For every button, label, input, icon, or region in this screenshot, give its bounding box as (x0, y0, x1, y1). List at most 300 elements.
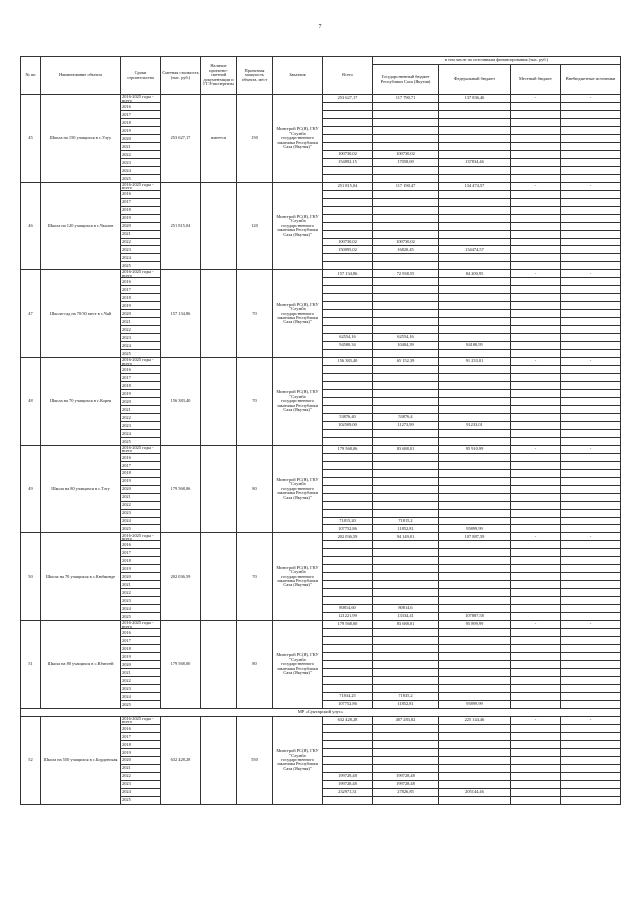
year-cell: 2016-2025 годы - всего (121, 95, 161, 103)
capacity: 80 (237, 621, 273, 709)
year-cell: 2022 (121, 238, 161, 246)
offbudget-cell (561, 198, 621, 206)
offbudget-cell (561, 166, 621, 174)
local-budget-cell (511, 605, 561, 613)
total-cell (323, 549, 373, 557)
local-budget-cell (511, 740, 561, 748)
local-budget-cell (511, 597, 561, 605)
federal-budget-cell (439, 103, 511, 111)
year-cell: 2018 (121, 382, 161, 390)
federal-budget-cell: 134474,57 (439, 246, 511, 254)
local-budget-cell (511, 549, 561, 557)
header-offbudget: Внебюджетные источники (561, 65, 621, 95)
federal-budget-cell (439, 286, 511, 294)
local-budget-cell (511, 429, 561, 437)
offbudget-cell (561, 764, 621, 772)
federal-budget-cell (439, 661, 511, 669)
offbudget-cell (561, 103, 621, 111)
federal-budget-cell (439, 485, 511, 493)
offbudget-cell (561, 477, 621, 485)
year-cell: 2024 (121, 254, 161, 262)
state-budget-cell (373, 198, 439, 206)
design-docs (201, 716, 237, 804)
federal-budget-cell (439, 565, 511, 573)
year-cell: 2016 (121, 366, 161, 374)
state-budget-cell (373, 740, 439, 748)
state-budget-cell (373, 724, 439, 732)
year-cell: 2018 (121, 469, 161, 477)
total-cell (323, 637, 373, 645)
state-budget-cell (373, 501, 439, 509)
local-budget-cell (511, 493, 561, 501)
total-cell (323, 230, 373, 238)
total-cell (323, 174, 373, 182)
table-body (21, 95, 621, 805)
total-cell (323, 190, 373, 198)
year-cell: 2016-2025 годы - всего (121, 621, 161, 629)
total-cell (323, 645, 373, 653)
header-federal: Федеральный бюджет (439, 65, 511, 95)
state-budget-cell (373, 397, 439, 405)
state-budget-cell (373, 653, 439, 661)
offbudget-cell (561, 700, 621, 708)
design-docs (201, 445, 237, 533)
total-cell: 156 383,40 (323, 358, 373, 366)
state-budget-cell: 80814,6 (373, 605, 439, 613)
total-cell: 94580,34 (323, 342, 373, 350)
year-cell: 2022 (121, 413, 161, 421)
year-cell: 2021 (121, 764, 161, 772)
year-cell: 2021 (121, 668, 161, 676)
total-cell (323, 485, 373, 493)
year-cell: 2016 (121, 629, 161, 637)
offbudget-cell (561, 676, 621, 684)
federal-budget-cell (439, 573, 511, 581)
local-budget-cell (511, 437, 561, 445)
federal-budget-cell (439, 684, 511, 692)
local-budget-cell (511, 110, 561, 118)
offbudget-cell (561, 748, 621, 756)
total-cell: 102509,00 (323, 421, 373, 429)
object-name: Школа на 70 учащихся в с.Корея (41, 358, 121, 446)
object-name: Школа на 150 учащихся в с.Улуу (41, 95, 121, 183)
total-cell: 71815,20 (323, 517, 373, 525)
offbudget-cell (561, 382, 621, 390)
capacity: 550 (237, 716, 273, 804)
federal-budget-cell (439, 692, 511, 700)
local-budget-cell (511, 684, 561, 692)
state-budget-cell: 13334,41 (373, 613, 439, 621)
total-cell: 199728,48 (323, 772, 373, 780)
year-cell: 2016-2025 годы - всего (121, 533, 161, 541)
year-cell: 2017 (121, 198, 161, 206)
local-budget-cell: - (511, 621, 561, 629)
local-budget-cell (511, 421, 561, 429)
year-cell: 2018 (121, 294, 161, 302)
local-budget-cell (511, 788, 561, 796)
offbudget-cell (561, 517, 621, 525)
offbudget-cell (561, 565, 621, 573)
offbudget-cell (561, 788, 621, 796)
local-budget-cell (511, 286, 561, 294)
state-budget-cell (373, 134, 439, 142)
total-cell: 157 134,86 (323, 270, 373, 278)
design-docs (201, 533, 237, 621)
year-cell: 2019 (121, 302, 161, 310)
federal-budget-cell (439, 764, 511, 772)
state-budget-cell: 94 149,01 (373, 533, 439, 541)
local-budget-cell (511, 613, 561, 621)
state-budget-cell (373, 477, 439, 485)
offbudget-cell (561, 493, 621, 501)
year-cell: 2020 (121, 134, 161, 142)
federal-budget-cell (439, 134, 511, 142)
local-budget-cell (511, 246, 561, 254)
total-cell (323, 222, 373, 230)
federal-budget-cell (439, 549, 511, 557)
object-name: Школа-сад на 70/30 мест в с.Чай (41, 270, 121, 358)
federal-budget-cell (439, 174, 511, 182)
total-cell: 202 036,59 (323, 533, 373, 541)
state-budget-cell: 62554,16 (373, 334, 439, 342)
local-budget-cell (511, 509, 561, 517)
header-capacity: Проектная мощность объекта, мест (237, 57, 273, 95)
federal-budget-cell (439, 724, 511, 732)
offbudget-cell (561, 254, 621, 262)
row-number: 47 (21, 270, 41, 358)
row-number: 52 (21, 716, 41, 804)
state-budget-cell (373, 126, 439, 134)
state-budget-cell: 117 790,71 (373, 95, 439, 103)
local-budget-cell: - (511, 358, 561, 366)
total-cell (323, 661, 373, 669)
local-budget-cell: - (511, 716, 561, 724)
local-budget-cell (511, 645, 561, 653)
table-row (21, 182, 621, 190)
total-cell (323, 118, 373, 126)
year-cell: 2019 (121, 477, 161, 485)
federal-budget-cell (439, 294, 511, 302)
year-cell: 2022 (121, 150, 161, 158)
offbudget-cell: - (561, 270, 621, 278)
local-budget-cell (511, 318, 561, 326)
state-budget-cell (373, 684, 439, 692)
total-cell (323, 732, 373, 740)
offbudget-cell (561, 190, 621, 198)
local-budget-cell (511, 389, 561, 397)
year-cell: 2020 (121, 573, 161, 581)
year-cell: 2024 (121, 517, 161, 525)
local-budget-cell (511, 158, 561, 166)
federal-budget-cell (439, 389, 511, 397)
total-cell (323, 206, 373, 214)
section-row (21, 708, 621, 716)
total-cell (323, 397, 373, 405)
federal-budget-cell (439, 429, 511, 437)
state-budget-cell (373, 573, 439, 581)
offbudget-cell (561, 653, 621, 661)
federal-budget-cell (439, 366, 511, 374)
state-budget-cell: 407 283,82 (373, 716, 439, 724)
year-cell: 2016 (121, 103, 161, 111)
year-cell: 2019 (121, 126, 161, 134)
year-cell: 2022 (121, 501, 161, 509)
object-name: Школа на 80 учащихся в с.Тэгу (41, 445, 121, 533)
total-cell (323, 557, 373, 565)
local-budget-cell (511, 310, 561, 318)
year-cell: 2016-2025 годы - всего (121, 716, 161, 724)
section-title: МР «Сунтарский улус» (21, 708, 621, 716)
total-cell (323, 166, 373, 174)
federal-budget-cell: 137834,46 (439, 158, 511, 166)
state-budget-cell (373, 103, 439, 111)
offbudget-cell (561, 589, 621, 597)
customer-cell: Минстрой РС(Я), ГКУ "Служба государственного заказчика Республики Саха (Якутия)" (273, 358, 323, 446)
capacity: 70 (237, 533, 273, 621)
offbudget-cell (561, 222, 621, 230)
table-row (21, 716, 621, 724)
offbudget-cell (561, 230, 621, 238)
offbudget-cell (561, 294, 621, 302)
state-budget-cell (373, 732, 439, 740)
offbudget-cell (561, 366, 621, 374)
local-budget-cell (511, 334, 561, 342)
state-budget-cell (373, 389, 439, 397)
design-docs (201, 182, 237, 270)
local-budget-cell (511, 150, 561, 158)
header-pd: Наличие проектно-сметной документации и ГГЭ/экспертизы (201, 57, 237, 95)
offbudget-cell: - (561, 533, 621, 541)
state-budget-cell (373, 748, 439, 756)
federal-budget-cell: 107887,58 (439, 613, 511, 621)
offbudget-cell (561, 326, 621, 334)
total-cell: 100730,02 (323, 150, 373, 158)
offbudget-cell (561, 573, 621, 581)
total-cell: 232971,31 (323, 788, 373, 796)
row-number: 51 (21, 621, 41, 709)
offbudget-cell (561, 756, 621, 764)
total-cell (323, 684, 373, 692)
state-budget-cell: 10404,39 (373, 342, 439, 350)
year-cell: 2016-2025 годы - всего (121, 270, 161, 278)
local-budget-cell (511, 262, 561, 270)
capacity: 80 (237, 445, 273, 533)
offbudget-cell (561, 389, 621, 397)
local-budget-cell (511, 573, 561, 581)
offbudget-cell (561, 405, 621, 413)
state-budget-cell: 11852,81 (373, 525, 439, 533)
total-cell (323, 565, 373, 573)
federal-budget-cell: 95 899,99 (439, 621, 511, 629)
total-cell (323, 676, 373, 684)
state-budget-cell (373, 118, 439, 126)
offbudget-cell (561, 740, 621, 748)
total-cell: 53876,40 (323, 413, 373, 421)
year-cell: 2018 (121, 118, 161, 126)
local-budget-cell (511, 724, 561, 732)
total-cell: 121221,99 (323, 613, 373, 621)
offbudget-cell (561, 318, 621, 326)
estimated-cost: 253 627,17 (161, 95, 201, 183)
local-budget-cell (511, 342, 561, 350)
federal-budget-cell (439, 469, 511, 477)
offbudget-cell (561, 413, 621, 421)
federal-budget-cell (439, 413, 511, 421)
federal-budget-cell (439, 668, 511, 676)
year-cell: 2019 (121, 214, 161, 222)
local-budget-cell: - (511, 270, 561, 278)
state-budget-cell (373, 493, 439, 501)
offbudget-cell (561, 246, 621, 254)
federal-budget-cell: 95 910,99 (439, 445, 511, 453)
financing-table (20, 56, 621, 805)
federal-budget-cell (439, 405, 511, 413)
state-budget-cell (373, 318, 439, 326)
offbudget-cell (561, 150, 621, 158)
total-cell (323, 374, 373, 382)
federal-budget-cell (439, 589, 511, 597)
offbudget-cell (561, 645, 621, 653)
state-budget-cell (373, 645, 439, 653)
year-cell: 2019 (121, 565, 161, 573)
total-cell: 100730,02 (323, 238, 373, 246)
year-cell: 2016-2025 годы - всего (121, 358, 161, 366)
state-budget-cell: 83 688,01 (373, 621, 439, 629)
total-cell (323, 382, 373, 390)
offbudget-cell (561, 342, 621, 350)
offbudget-cell (561, 174, 621, 182)
federal-budget-cell (439, 732, 511, 740)
local-budget-cell (511, 278, 561, 286)
federal-budget-cell (439, 605, 511, 613)
offbudget-cell (561, 684, 621, 692)
federal-budget-cell (439, 780, 511, 788)
local-budget-cell (511, 126, 561, 134)
federal-budget-cell (439, 230, 511, 238)
offbudget-cell (561, 278, 621, 286)
total-cell (323, 748, 373, 756)
total-cell (323, 429, 373, 437)
row-number: 46 (21, 182, 41, 270)
year-cell: 2016 (121, 453, 161, 461)
federal-budget-cell (439, 461, 511, 469)
offbudget-cell (561, 541, 621, 549)
offbudget-cell (561, 214, 621, 222)
total-cell: 251 815,04 (323, 182, 373, 190)
state-budget-cell (373, 469, 439, 477)
federal-budget-cell (439, 629, 511, 637)
offbudget-cell (561, 397, 621, 405)
customer-cell: Минстрой РС(Я), ГКУ "Служба государственного заказчика Республики Саха (Якутия)" (273, 95, 323, 183)
total-cell (323, 366, 373, 374)
row-number: 50 (21, 533, 41, 621)
federal-budget-cell: 84180,95 (439, 342, 511, 350)
offbudget-cell (561, 118, 621, 126)
federal-budget-cell (439, 278, 511, 286)
local-budget-cell (511, 142, 561, 150)
year-cell: 2017 (121, 286, 161, 294)
year-cell: 2025 (121, 525, 161, 533)
local-budget-cell: - (511, 445, 561, 453)
state-budget-cell (373, 509, 439, 517)
total-cell (323, 668, 373, 676)
total-cell: 632 428,28 (323, 716, 373, 724)
state-budget-cell (373, 485, 439, 493)
federal-budget-cell (439, 326, 511, 334)
total-cell: 62554,16 (323, 334, 373, 342)
local-budget-cell (511, 477, 561, 485)
offbudget-cell (561, 796, 621, 804)
local-budget-cell (511, 405, 561, 413)
federal-budget-cell: 205144,46 (439, 788, 511, 796)
local-budget-cell (511, 780, 561, 788)
federal-budget-cell (439, 597, 511, 605)
year-cell: 2020 (121, 756, 161, 764)
local-budget-cell: - (511, 533, 561, 541)
design-docs (201, 621, 237, 709)
year-cell: 2016 (121, 724, 161, 732)
state-budget-cell: 83 688,01 (373, 445, 439, 453)
state-budget-cell (373, 206, 439, 214)
year-cell: 2020 (121, 485, 161, 493)
local-budget-cell (511, 302, 561, 310)
offbudget-cell (561, 374, 621, 382)
federal-budget-cell (439, 645, 511, 653)
federal-budget-cell (439, 493, 511, 501)
state-budget-cell (373, 254, 439, 262)
total-cell: 107752,86 (323, 700, 373, 708)
local-budget-cell (511, 676, 561, 684)
state-budget-cell (373, 764, 439, 772)
federal-budget-cell (439, 382, 511, 390)
total-cell (323, 254, 373, 262)
capacity: 150 (237, 95, 273, 183)
state-budget-cell (373, 581, 439, 589)
state-budget-cell: 71815,2 (373, 517, 439, 525)
total-cell: 253 627,17 (323, 95, 373, 103)
state-budget-cell (373, 262, 439, 270)
estimated-cost: 202 036,59 (161, 533, 201, 621)
state-budget-cell (373, 541, 439, 549)
year-cell: 2019 (121, 748, 161, 756)
year-cell: 2025 (121, 437, 161, 445)
offbudget-cell (561, 302, 621, 310)
year-cell: 2023 (121, 334, 161, 342)
state-budget-cell: 117 190,47 (373, 182, 439, 190)
local-budget-cell (511, 453, 561, 461)
local-budget-cell (511, 214, 561, 222)
table-row (21, 533, 621, 541)
offbudget-cell (561, 286, 621, 294)
local-budget-cell (511, 557, 561, 565)
federal-budget-cell: 95899,99 (439, 525, 511, 533)
offbudget-cell (561, 780, 621, 788)
state-budget-cell (373, 756, 439, 764)
year-cell: 2025 (121, 174, 161, 182)
local-budget-cell (511, 134, 561, 142)
customer-cell: Минстрой РС(Я), ГКУ "Служба государственного заказчика Республики Саха (Якутия)" (273, 716, 323, 804)
state-budget-cell (373, 310, 439, 318)
total-cell (323, 126, 373, 134)
state-budget-cell: 16820,45 (373, 246, 439, 254)
offbudget-cell: - (561, 621, 621, 629)
state-budget-cell (373, 461, 439, 469)
offbudget-cell (561, 581, 621, 589)
local-budget-cell (511, 461, 561, 469)
local-budget-cell (511, 581, 561, 589)
offbudget-cell (561, 158, 621, 166)
total-cell (323, 493, 373, 501)
